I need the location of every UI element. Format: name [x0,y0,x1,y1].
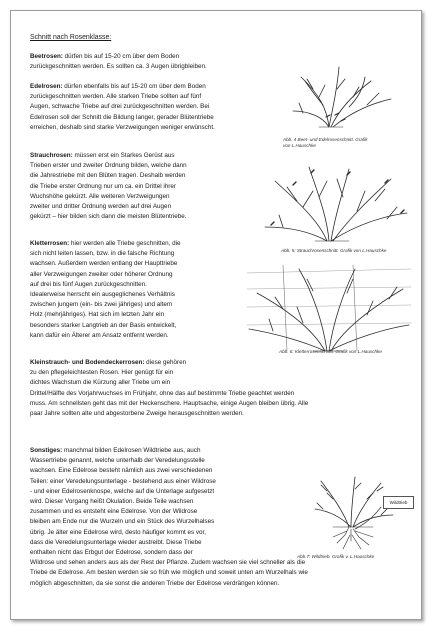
text-line: wachsen. Eine Edelrose besteht nämlich aus zwei verschiedenen [30,467,213,475]
text-line: bleiben am Ende nur die Wurzeln und ein Stück des Wurzelhalses [30,518,215,526]
text-line: Trieben erster und zweiter Ordnung bilden, welche dann [30,162,187,170]
section-heading: Kletterrosen: [30,240,70,247]
paragraph-edelrosen [30,82,215,133]
caption-fig6 [279,349,382,355]
text-line: dichtes Wachstum die Kürzung aller Triebe um ein [30,379,171,387]
caption-fig4 [283,137,368,149]
caption-line: von L.Hauschke [283,143,316,148]
text-line: zweiter und dritter Ordnung werden auf drei Augen [30,203,172,211]
text-line: Kleinstrauch- und Bodendeckerrosen: diese gehören [30,359,187,366]
text-line: zurückgeschnitten werden. Es sollten ca. 3 Augen übrigbleiben. [30,63,207,71]
text-line: besonders starker Langtrieb an der Basis entwickelt, [30,321,177,329]
text-line: enthalten nicht das Erbgut der Edelrose, sondern dass der [30,549,193,557]
paragraph-strauchrosen [30,151,187,222]
text-line: Beetrosen: dürfen bis auf 15-20 cm über dem Boden [30,53,180,60]
paragraph-kleinstrauchrosen [30,358,308,419]
text-line: Wildrose und sehen anders aus als der Rest der Pflanze. Zudem wachsen sie viel schneller als die [30,559,306,567]
text-line: wird. Dieser Vorgang heißt Okulation. Beide Teile wachsen [30,498,194,506]
text-line: Triebe de Edelrose. Am besten werden sie so früh wie möglich und soweit unten am Wurzelhals wie [30,569,308,577]
text-line: Kletterrosen: hier werden alle Triebe geschnitten, die [30,240,181,247]
text-line: sich nicht leiten lassen, bzw. in die falsche Richtung [30,250,175,258]
caption-line: Abb.7: Wildtrieb. Grafik v. L.Hauschke [297,554,375,559]
text-line: zurückgeschnitten werden. Alle starken Triebe sollten auf fünf [30,93,202,101]
page-title: Schnitt nach Rosenklasse: [30,34,112,41]
text-line: gekürzt – hier bilden sich dann die meisten Blütentriebe. [30,213,187,221]
figure-beet-edelrosen [279,59,409,131]
text-line: Edelrosen soll der Schnitt die Bildung langer, gerader Blütentriebe [30,113,214,121]
section-heading: Edelrosen: [30,83,63,90]
section-heading: Strauchrosen: [30,152,73,159]
figure-wildtrieb [293,471,413,551]
caption-fig7 [297,554,374,560]
text-line: paar Jahre sollten alte und abgestorbene Zweige herausgeschnitten werden. [30,410,244,418]
text-line: Wuchshöhe gekürzt. Alle weiteren Verzweigungen [30,192,170,200]
text-line: - und einer Edelrosenknospe, welche auf die Unterlage aufgesetzt [30,487,215,495]
text-line: Edelrosen: dürfen ebenfalls bis auf 15-20 cm über dem Boden [30,83,206,90]
section-heading: Kleinstrauch- und Bodendeckerrosen: [30,359,145,366]
text-line: die Jahrestriebe mit den Blüten tragen. Deshalb werden [30,172,186,180]
text-line: erreichen, deshalb sind starke Verzweigungen weniger erwünscht. [30,123,215,131]
text-line: Sonstiges: manchmal bilden Edelrosen Wildtriebe aus, auch [30,447,201,454]
caption-line: Abb. 4 Beet- und Edelrosenschnitt. Grafik [283,137,368,142]
text-line: Teilen: einer Veredelungsunterlage - bestehend aus einer Wildrose [30,477,216,485]
caption-fig5 [281,248,386,254]
text-line: Idealerweise herrscht ein ausgeglichenes Verhältnis [30,291,175,299]
text-line: aller Verzweigungen zweiter oder höherer Ordnung [30,270,173,278]
text-line: übrig. Je älter eine Edelrose wird, desto häufiger kommt es vor, [30,528,207,536]
paragraph-sonstiges [30,446,308,589]
text-line: Drittel/Hälfte des Vorjahrwuchses im Frühjahr, ohne das auf bestimmte Triebe geachtet werden [30,389,295,397]
text-line: kann dafür ein Älterer am Ansatz entfernt werden. [30,331,169,339]
text-line: zwischen jungem (ein- bis zwei jähriges) und altem [30,301,173,309]
text-line: auf drei bis fünf Augen zurückgeschnitten. [30,280,147,288]
text-line: dass die Veredelungsunterlage wieder austreibt. Diese Triebe [30,538,202,546]
paragraph-beetrosen [30,52,207,72]
text-line: Holz (mehrjähriges). Hat sich im letzten Jahr ein [30,311,165,319]
text-line: zusammen und es entsteht eine Edelrose. Von der Wildrose [30,508,198,516]
text-line: Wassertriebe genannt, welche unterhalb der Veredelungsstelle [30,457,205,465]
figure-kletterrosen [243,263,415,353]
caption-line: Abb. 5: Strauchrosenschnitt. Grafik von L.Hauschke [281,248,387,253]
text-line: Augen, schwache Triebe auf drei zurückgeschnitten werden. Bei [30,103,210,111]
text-line: zu den pflegeleichtesten Rosen. Hier genügt für ein [30,369,174,377]
figure-strauchrosen [257,161,415,243]
text-line: möglich abgeschnitten, da sie sonst die anderen Triebe der Edelrose verdrängen können. [30,579,280,587]
text-line: Strauchrosen: müssen erst ein Starkes Gerüst aus [30,152,175,159]
caption-line: Abb. 6: Kletterrosenschnitt. Grafik von L.Hauschke [279,349,382,354]
document-page [10,10,422,620]
text-line: muss. Am schnellsten geht das mit der Heckenschere. Hauptsache, einige Augen bleiben übrig. Alle [30,399,309,407]
wildtrieb-label: Wildtrieb [383,496,414,509]
text-line: die Triebe erster Ordnung nur um ca. ein Drittel ihrer [30,182,176,190]
text-line: wachsen. Außerdem werden entlang der Haupttriebe [30,260,178,268]
section-heading: Beetrosen: [30,53,63,60]
paragraph-kletterrosen [30,239,181,341]
section-heading: Sonstiges: [30,447,63,454]
